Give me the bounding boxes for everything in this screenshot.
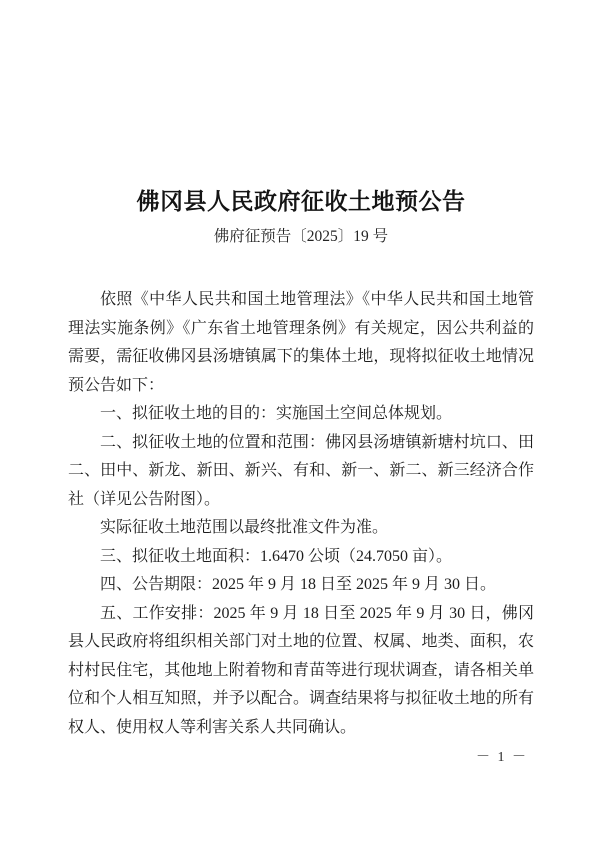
document-number: 佛府征预告〔2025〕19 号 [213, 228, 389, 245]
paragraph-item-1-purpose: 一、拟征收土地的目的：实施国土空间总体规划。 [100, 405, 453, 422]
paragraph-item-4-period: 四、公告期限：2025 年 9 月 18 日至 2025 年 9 月 30 日。 [100, 576, 497, 593]
paragraph-item-2-location: 二、拟征收土地的位置和范围：佛冈县汤塘镇新塘村坑口、田二、田中、新龙、新田、新兴、有和、新一、新二、新三经济合作社（详见公告附图）。 [68, 433, 534, 508]
paragraph-item-3-area: 三、拟征收土地面积：1.6470 公顷（24.7050 亩）。 [100, 547, 453, 565]
paragraph-item-5-work-plan: 五、工作安排：2025 年 9 月 18 日至 2025 年 9 月 30 日，佛冈县人民政府将组织相关部门对土地的位置、权属、地类、面积，农村村民住宅，其他地上附着物和青苗等进行现状调查，请各相关单位和个人相互知照，并予以配合。调查结果将与拟征收土地的所有权人、使用权人等利害关系人共同确认。 [68, 604, 534, 736]
document-body [68, 286, 534, 742]
page-number: － 1 － [476, 750, 528, 765]
paragraph-scope-note: 实际征收土地范围以最终批准文件为准。 [100, 519, 389, 536]
paragraph-preamble: 依照《中华人民共和国土地管理法》《中华人民共和国土地管理法实施条例》《广东省土地管理条例》有关规定，因公共利益的需要，需征收佛冈县汤塘镇属下的集体土地，现将拟征收土地情况预公告如下： [68, 291, 534, 394]
document-title: 佛冈县人民政府征收土地预公告 [136, 189, 466, 214]
document-content [68, 0, 534, 742]
